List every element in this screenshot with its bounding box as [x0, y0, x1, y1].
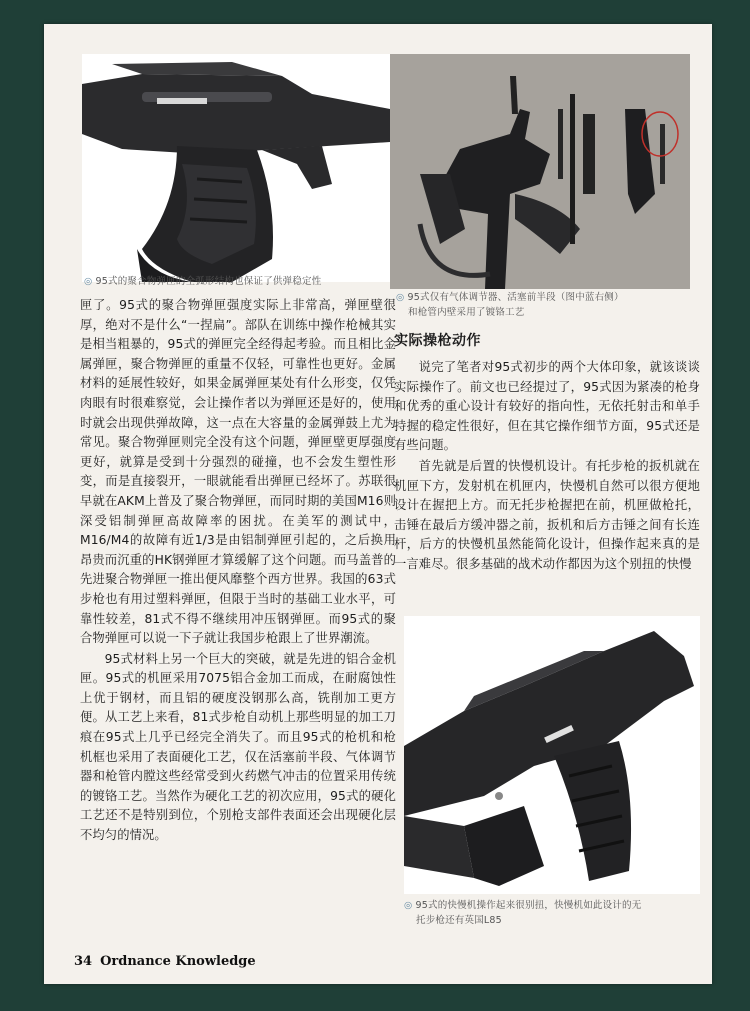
- left-paragraph-2: 95式材料上另一个巨大的突破，就是先进的铝合金机匣。95式的机匣采用7075铝合金加工而成，在耐腐蚀性上优于钢材，而且铝的硬度没钢那么高，铣削加工更方便。从工艺上来看，81式步枪自动机上那些明显的加工刀痕在95式上几乎已经完全消失了。而且95式的枪机和枪机框也采用了表面硬化工艺，仅在活塞前半段、气体调节器和枪管内膛这些经常受到火药燃气冲击的位置采用传统的镀铬工艺。当然作为硬化工艺的初次应用，95式的硬化工艺还不是特别到位，个别枪支部件表面还会出现硬化层不均匀的情况。: [80, 651, 396, 843]
- selector-photo: [404, 616, 700, 894]
- caption-disassembled: ◎ 95式仅有气体调节器、活塞前半段（图中蓝右侧） 和枪管内壁采用了镀铬工艺: [396, 292, 624, 318]
- caption-selector: ◎ 95式的快慢机操作起来很别扭，快慢机如此设计的无 托步枪还有英国L85: [404, 900, 642, 926]
- right-paragraph-2: 首先就是后置的快慢机设计。有托步枪的扳机就在机匣下方，发射机在机匣内，快慢机自然可以很方便地设计在握把上方。而无托步枪握把在前，机匣做枪托，击锤在最后方缓冲器之前，扳机和后方击锤之间有长连杆，后方的快慢机虽然能简化设计，但操作起来真的是一言难尽。很多基础的战术动作都因为这个别扭的快慢: [394, 458, 700, 571]
- section-title: 实际操枪动作: [394, 333, 481, 349]
- magazine-photo-icon: [82, 54, 390, 282]
- right-paragraph-1: 说完了笔者对95式初步的两个大体印象，就该谈谈实际操作了。前文也已经提过了，95式因为紧凑的枪身和优秀的重心设计有较好的指向性，无依托射击和单手持握的稳定性很好，但在其它操作细节方面，95式还是有些问题。: [394, 360, 700, 453]
- magazine-name: Ordnance Knowledge: [100, 954, 256, 969]
- caption-magazine: ◎ 95式的聚合物弹匣的全弧形结构也保证了供弹稳定性: [84, 276, 322, 287]
- page-footer: [74, 954, 256, 969]
- caption-marker-icon: ◎: [84, 276, 93, 287]
- selector-photo-icon: [404, 616, 700, 894]
- caption-marker-icon: ◎: [404, 900, 413, 911]
- disassembled-rifle-photo: [390, 54, 690, 289]
- left-text-column: [80, 296, 396, 846]
- right-text-column: [394, 358, 700, 575]
- page-number: 34: [74, 954, 93, 969]
- disassembled-rifle-photo-icon: [390, 54, 690, 289]
- magazine-page: [44, 24, 712, 984]
- left-paragraph-1: 匣了。95式的聚合物弹匣强度实际上非常高，弹匣壁很厚，绝对不是什么“一捏扁”。部队在训练中操作枪械其实是相当粗暴的，95式的弹匣完全经得起考验。而且相比金属弹匣，聚合物弹匣的重量不仅轻，可靠性也更好。金属材料的延展性较好，如果金属弹匣某处有什么形变，仅凭肉眼有时很难察觉，会让操作者以为弹匣还是好的，使用时就会出现供弹故障，这一点在大容量的金属弹鼓上尤为常见。聚合物弹匣则完全没有这个问题，弹匣壁更厚强度更好，就算是受到十分强烈的碰撞，也不会发生塑性形变，而是直接裂开，一眼就能看出弹匣已经坏了。苏联很早就在AKM上普及了聚合物弹匣，而同时期的美国M16则深受铝制弹匣高故障率的困扰。在美军的测试中，M16/M4的故障有近1/3是由铝制弹匣引起的，之后换用昂贵而沉重的HK钢弹匣才算缓解了这个问题。而马盖普的先进聚合物弹匣一推出便风靡整个西方世界。我国的63式步枪也有用过塑料弹匣，但限于当时的基础工业水平，可靠性较差，81式不得不继续用冲压钢弹匣。而95式的聚合物弹匣可以说一下子就让我国步枪跟上了世界潮流。: [80, 298, 396, 646]
- magazine-closeup-photo: [82, 54, 390, 282]
- caption-marker-icon: ◎: [396, 292, 405, 303]
